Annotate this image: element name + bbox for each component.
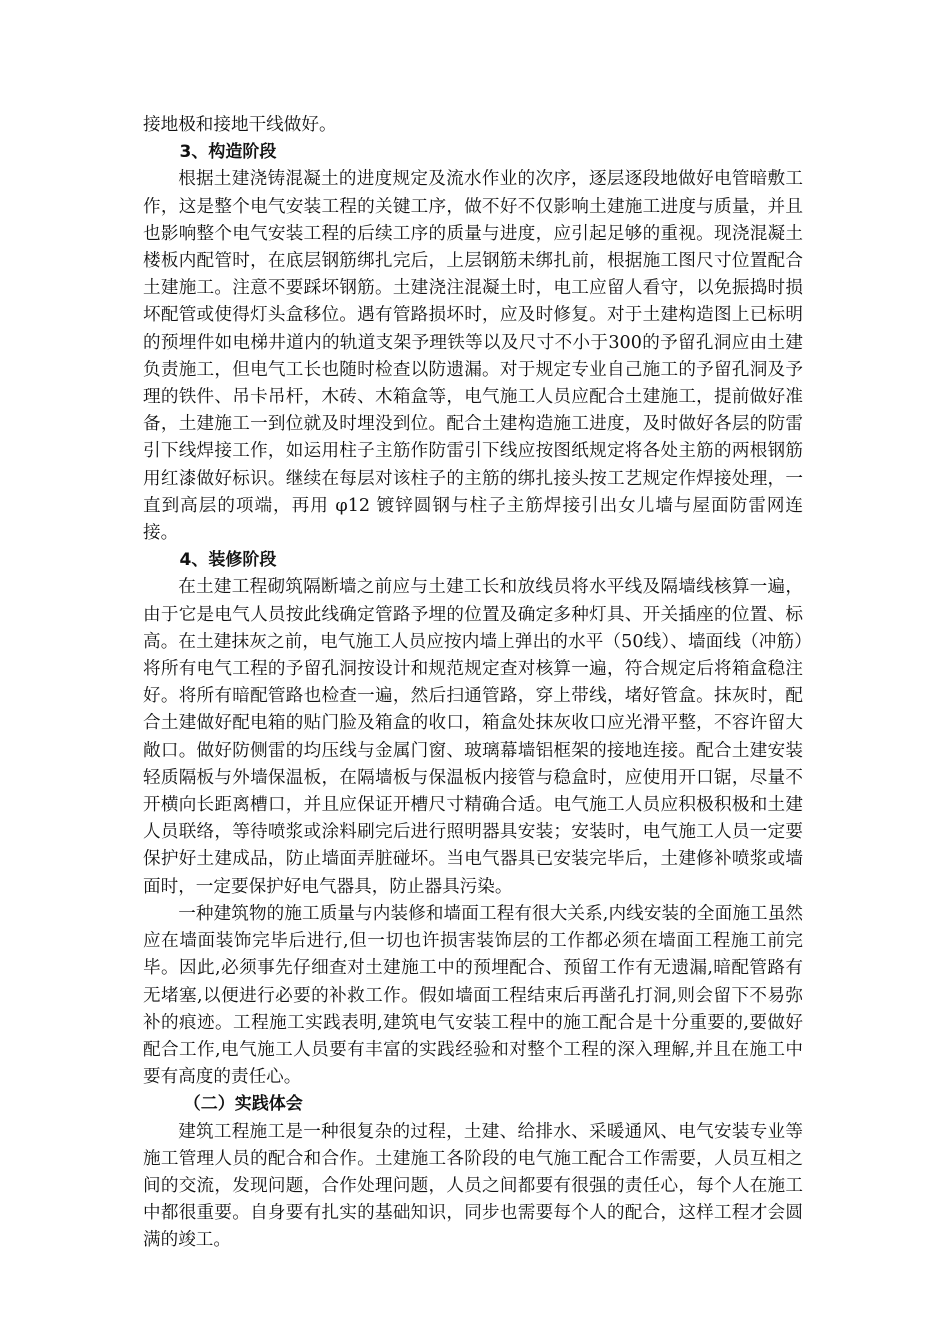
paragraph-construction-stage: 根据土建浇铸混凝土的进度规定及流水作业的次序，逐层逐段地做好电管暗敷工作，这是整个电气安装工程的关键工序，做不好不仅影响土建施工进度与质量，并且也影响整个电气安装工程的后续工序的质量与进度，应引起足够的重视。现浇混凝土楼板内配管时，在底层钢筋绑扎完后，上层钢筋未绑扎前，根据施工图尺寸位置配合土建施工。注意不要踩坏钢筋。土建浇注混凝土时，电工应留人看守，以免振捣时损坏配管或使得灯头盒移位。遇有管路损坏时，应及时修复。对于土建构造图上已标明的预埋件如电梯井道内的轨道支架予理铁等以及尺寸不小于300的予留孔洞应由土建负责施工，但电气工长也随时检查以防遗漏。对于规定专业自己施工的予留孔洞及予理的铁件、吊卡吊杆，木砖、木箱盒等，电气施工人员应配合土建施工，提前做好准备，土建施工一到位就及时埋没到位。配合土建构造施工进度，及时做好各层的防雷引下线焊接工作，如运用柱子主筋作防雷引下线应按图纸规定将各处主筋的两根钢筋用红漆做好标识。继续在每层对该柱子的主筋的绑扎接头按工艺规定作焊接处理，一直到高层的项端，再用 φ12 镀锌圆钢与柱子主筋焊接引出女儿墙与屋面防雷网连接。 — [143, 169, 803, 544]
heading-practice-experience: （二）实践体会 — [183, 1094, 303, 1115]
document-page — [143, 112, 803, 1255]
heading-decoration-stage: 4、装修阶段 — [179, 550, 277, 571]
paragraph-decoration-stage-2: 一种建筑物的施工质量与内装修和墙面工程有很大关系,内线安装的全面施工虽然应在墙面装饰完毕后进行,但一切也许损害装饰层的工作都必须在墙面工程施工前完毕。因此,必须事先仔细查对土建施工中的预埋配合、预留工作有无遗漏,暗配管路有无堵塞,以便进行必要的补救工作。假如墙面工程结束后再凿孔打洞,则会留下不易弥补的痕迹。工程施工实践表明,建筑电气安装工程中的施工配合是十分重要的,要做好配合工作,电气施工人员要有丰富的实践经验和对整个工程的深入理解,并且在施工中要有高度的责任心。 — [143, 903, 803, 1088]
heading-construction-stage: 3、构造阶段 — [179, 142, 277, 163]
paragraph-decoration-stage-1: 在土建工程砌筑隔断墙之前应与土建工长和放线员将水平线及隔墙线核算一遍，由于它是电气人员按此线确定管路予埋的位置及确定多种灯具、开关插座的位置、标高。在土建抹灰之前，电气施工人员应按内墙上弹出的水平（50线）、墙面线（冲筋）将所有电气工程的予留孔洞按设计和规范规定查对核算一遍，符合规定后将箱盒稳注好。将所有暗配管路也检查一遍，然后扫通管路，穿上带线，堵好管盒。抹灰时，配合土建做好配电箱的贴门脸及箱盒的收口，箱盒处抹灰收口应光滑平整，不容许留大敞口。做好防侧雷的均压线与金属门窗、玻璃幕墙铝框架的接地连接。配合土建安装轻质隔板与外墙保温板，在隔墙板与保温板内接管与稳盒时，应使用开口锯，尽量不开横向长距离槽口，并且应保证开槽尺寸精确合适。电气施工人员应积极积极和土建人员联络，等待喷浆或涂料刷完后进行照明器具安装；安装时，电气施工人员一定要保护好土建成品，防止墙面弄脏碰坏。当电气器具已安装完毕后，土建修补喷浆或墙面时，一定要保护好电气器具，防止器具污染。 — [143, 577, 803, 897]
paragraph-continuation: 接地极和接地干线做好。 — [143, 115, 337, 135]
paragraph-practice-experience: 建筑工程施工是一种很复杂的过程，土建、给排水、采暖通风、电气安装专业等施工管理人员的配合和合作。土建施工各阶段的电气施工配合工作需要，人员互相之间的交流，发现问题，合作处理问题，人员之间都要有很强的责任心，每个人在施工中都很重要。自身要有扎实的基础知识，同步也需要每个人的配合，这样工程才会圆满的竣工。 — [143, 1121, 803, 1251]
